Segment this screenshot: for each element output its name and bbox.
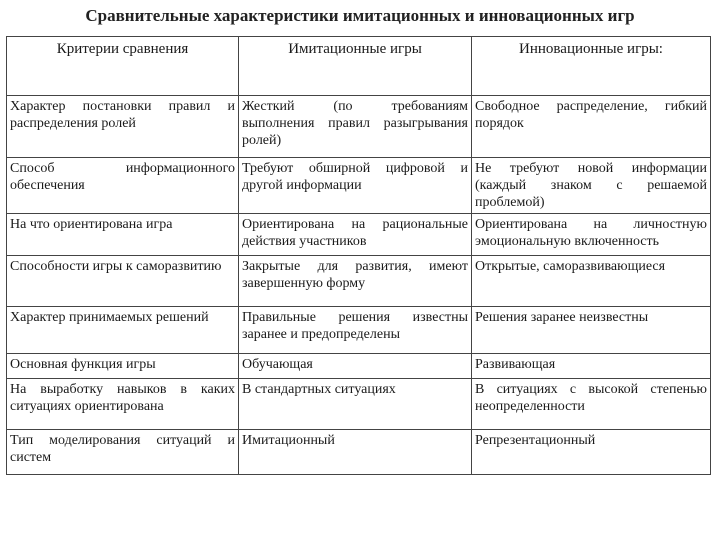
imitation-cell: Имитационный (239, 430, 472, 475)
criteria-cell: Характер принимаемых решений (7, 307, 239, 354)
innovation-cell: Не требуют новой информации (каждый знаком с решаемой проблемой) (472, 158, 711, 214)
criteria-cell: Способ информационного обеспечения (7, 158, 239, 214)
innovation-cell: Открытые, саморазвивающиеся (472, 256, 711, 307)
criteria-cell: На что ориентирована игра (7, 214, 239, 256)
criteria-cell: На выработку навыков в каких ситуациях ориентирована (7, 379, 239, 430)
document-title: Сравнительные характеристики имитационных и инновационных игр (85, 6, 635, 25)
table-row (7, 96, 711, 158)
innovation-cell: В ситуациях с высокой степенью неопределенности (472, 379, 711, 430)
criteria-cell: Тип моделирования ситуаций и систем (7, 430, 239, 475)
criteria-cell: Основная функция игры (7, 354, 239, 379)
imitation-cell: В стандартных ситуациях (239, 379, 472, 430)
criteria-cell: Характер постановки правил и распределения ролей (7, 96, 239, 158)
criteria-cell: Способности игры к саморазвитию (7, 256, 239, 307)
innovation-cell: Репрезентационный (472, 430, 711, 475)
table-row (7, 256, 711, 307)
table-row (7, 430, 711, 475)
imitation-cell: Ориентирована на рациональные действия участников (239, 214, 472, 256)
imitation-cell: Требуют обширной цифровой и другой информации (239, 158, 472, 214)
table-header-row (7, 37, 711, 96)
header-criteria: Критерии сравнения (7, 37, 239, 96)
table-row (7, 379, 711, 430)
header-imitation-games: Имитационные игры (239, 37, 472, 96)
table-row (7, 214, 711, 256)
innovation-cell: Ориентирована на личностную эмоциональную включенность (472, 214, 711, 256)
table-row (7, 307, 711, 354)
table-row (7, 354, 711, 379)
innovation-cell: Решения заранее неизвестны (472, 307, 711, 354)
imitation-cell: Жесткий (по требованиям выполнения правил разыгрывания ролей) (239, 96, 472, 158)
imitation-cell: Закрытые для развития, имеют завершенную форму (239, 256, 472, 307)
imitation-cell: Обучающая (239, 354, 472, 379)
innovation-cell: Развивающая (472, 354, 711, 379)
innovation-cell: Свободное распределение, гибкий порядок (472, 96, 711, 158)
table-row (7, 158, 711, 214)
comparison-table (6, 36, 711, 475)
header-innovation-games: Инновационные игры: (472, 37, 711, 96)
imitation-cell: Правильные решения известны заранее и предопределены (239, 307, 472, 354)
